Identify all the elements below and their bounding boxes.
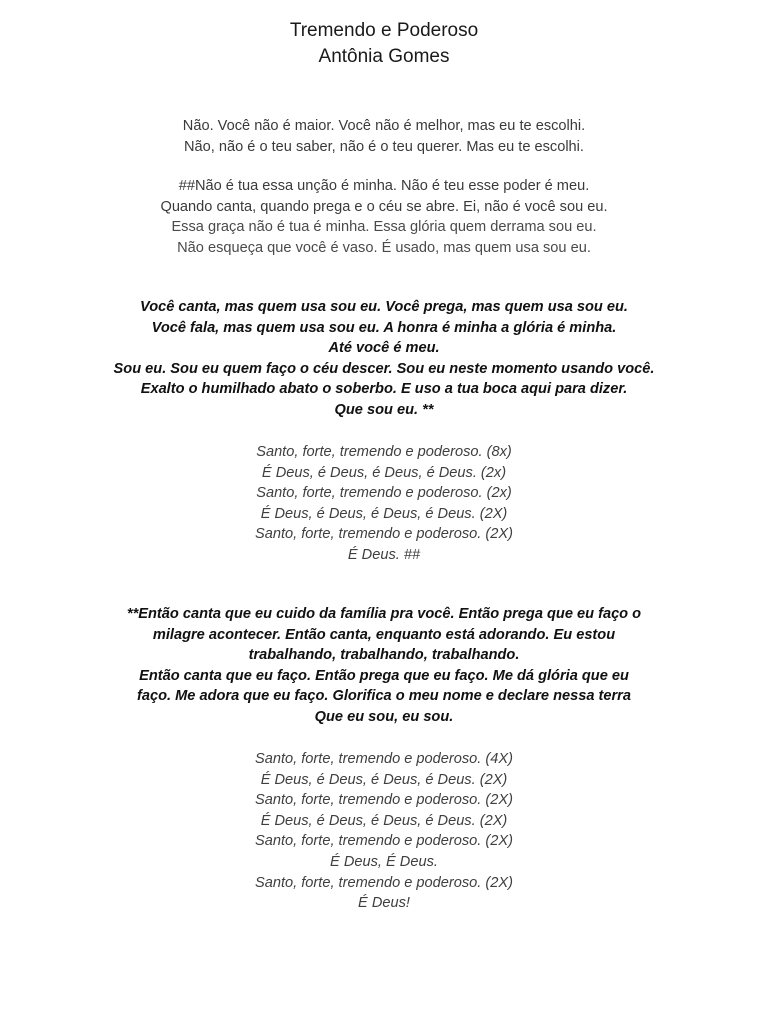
lyric-line: Santo, forte, tremendo e poderoso. (4X) [255, 751, 513, 767]
lyric-line: trabalhando, trabalhando, trabalhando. [248, 647, 520, 664]
lyric-line: Não. Você não é maior. Você não é melhor, mas eu te escolhi. [182, 118, 586, 134]
lyric-line: faço. Me adora que eu faço. Glorifica o meu nome e declare nessa terra [137, 688, 631, 705]
intro-stanza [0, 116, 768, 157]
lyric-line: É Deus, é Deus, é Deus, é Deus. (2X) [260, 505, 508, 522]
lyric-line: Quando canta, quando prega e o céu se abre. Ei, não é você sou eu. [160, 198, 608, 215]
lyric-line: Santo, forte, tremendo e poderoso. (2X) [255, 833, 513, 850]
lyric-line: Essa graça não é tua é minha. Essa glória quem derrama sou eu. [171, 219, 597, 236]
lyric-line: ##Não é tua essa unção é minha. Não é teu esse poder é meu. [178, 178, 590, 194]
lyric-line: Não, não é o teu saber, não é o teu querer. Mas eu te escolhi. [184, 138, 584, 155]
lyric-line: Santo, forte, tremendo e poderoso. (2X) [255, 792, 513, 809]
lyric-line: Sou eu. Sou eu quem faço o céu descer. Sou eu neste momento usando você. [113, 360, 655, 377]
artist-name: Antônia Gomes [318, 46, 450, 67]
song-title: Tremendo e Poderoso [289, 20, 479, 41]
lyric-line: **Então canta que eu cuido da família pra você. Então prega que eu faço o [126, 606, 642, 622]
bridge-stanza-1 [0, 297, 768, 421]
lyric-line: É Deus, é Deus, é Deus, é Deus. (2X) [260, 771, 508, 788]
lyric-line: É Deus! [358, 895, 410, 912]
lyric-line: É Deus. ## [347, 546, 421, 563]
lyric-line: Você fala, mas quem usa sou eu. A honra é minha a glória é minha. [151, 319, 617, 336]
lyric-line: É Deus, É Deus. [330, 853, 438, 870]
lyric-line: Santo, forte, tremendo e poderoso. (2x) [256, 485, 512, 502]
lyric-line: Exalto o humilhado abato o soberbo. E uso a tua boca aqui para dizer. [140, 381, 628, 398]
lyric-line: Que eu sou, eu sou. [314, 708, 454, 725]
lyric-line: milagre acontecer. Então canta, enquanto está adorando. Eu estou [152, 626, 616, 643]
title-block [0, 18, 768, 70]
lyric-line: Então canta que eu faço. Então prega que eu faço. Me dá glória que eu [139, 667, 629, 684]
lyric-line: Você canta, mas quem usa sou eu. Você prega, mas quem usa sou eu. [140, 299, 628, 315]
verse-stanza [0, 176, 768, 258]
lyric-line: Não esqueça que você é vaso. É usado, mas quem usa sou eu. [177, 239, 591, 256]
lyric-line: Santo, forte, tremendo e poderoso. (2X) [255, 526, 513, 543]
chorus-stanza-2 [0, 749, 768, 914]
chorus-stanza-1 [0, 442, 768, 566]
bridge-stanza-2 [0, 604, 768, 728]
lyric-line: Santo, forte, tremendo e poderoso. (2X) [255, 874, 513, 891]
lyric-line: É Deus, é Deus, é Deus, é Deus. (2x) [261, 464, 507, 481]
lyric-line: Santo, forte, tremendo e poderoso. (8x) [256, 444, 512, 460]
lyric-line: Até você é meu. [328, 340, 440, 357]
lyric-line: É Deus, é Deus, é Deus, é Deus. (2X) [260, 812, 508, 829]
lyric-line: Que sou eu. ** [334, 401, 434, 418]
